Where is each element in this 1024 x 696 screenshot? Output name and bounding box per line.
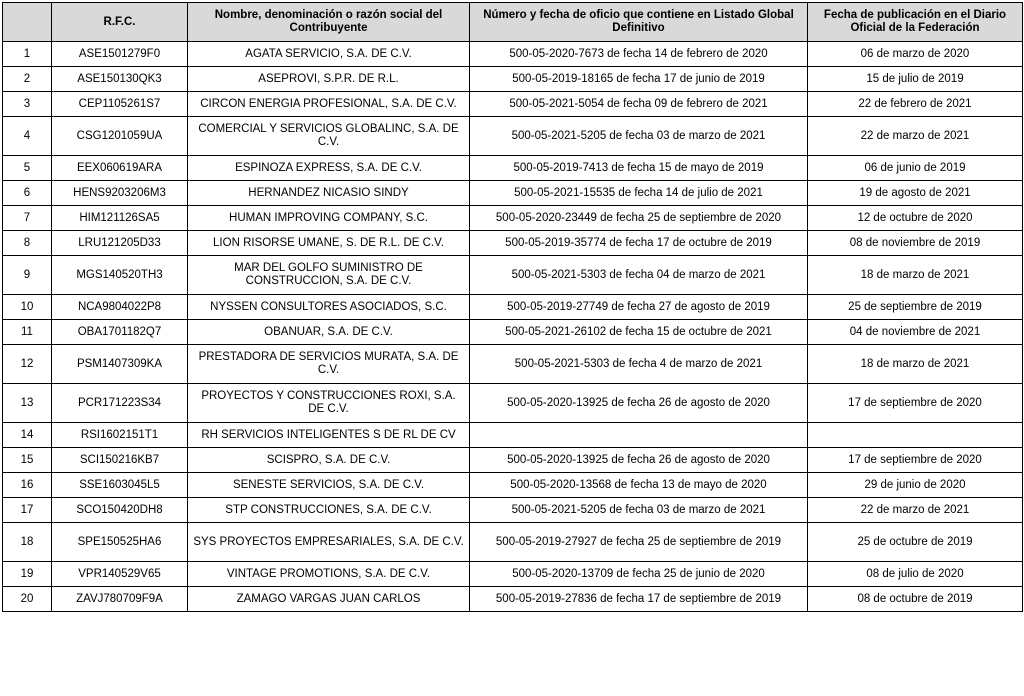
cell-rfc: VPR140529V65 (52, 562, 188, 587)
cell-publication-date: 06 de marzo de 2020 (808, 42, 1023, 67)
cell-index: 15 (3, 448, 52, 473)
table-row (3, 423, 1023, 448)
cell-oficio: 500-05-2021-5054 de fecha 09 de febrero de 2021 (470, 92, 808, 117)
cell-publication-date: 12 de octubre de 2020 (808, 206, 1023, 231)
cell-name: STP CONSTRUCCIONES, S.A. DE C.V. (188, 498, 470, 523)
cell-name: HUMAN IMPROVING COMPANY, S.C. (188, 206, 470, 231)
cell-oficio: 500-05-2019-35774 de fecha 17 de octubre de 2019 (470, 231, 808, 256)
cell-index: 4 (3, 117, 52, 156)
cell-index: 20 (3, 587, 52, 612)
table-body (3, 42, 1023, 612)
cell-name: MAR DEL GOLFO SUMINISTRO DE CONSTRUCCION, S.A. DE C.V. (188, 256, 470, 295)
cell-oficio (470, 423, 808, 448)
cell-name: PRESTADORA DE SERVICIOS MURATA, S.A. DE C.V. (188, 345, 470, 384)
cell-name: PROYECTOS Y CONSTRUCCIONES ROXI, S.A. DE C.V. (188, 384, 470, 423)
cell-name: NYSSEN CONSULTORES ASOCIADOS, S.C. (188, 295, 470, 320)
cell-oficio: 500-05-2020-23449 de fecha 25 de septiembre de 2020 (470, 206, 808, 231)
cell-index: 1 (3, 42, 52, 67)
cell-rfc: LRU121205D33 (52, 231, 188, 256)
cell-oficio: 500-05-2019-27836 de fecha 17 de septiembre de 2019 (470, 587, 808, 612)
taxpayer-table (2, 2, 1023, 612)
cell-name: ESPINOZA EXPRESS, S.A. DE C.V. (188, 156, 470, 181)
cell-index: 10 (3, 295, 52, 320)
cell-rfc: CSG1201059UA (52, 117, 188, 156)
cell-rfc: SSE1603045L5 (52, 473, 188, 498)
cell-index: 13 (3, 384, 52, 423)
cell-index: 11 (3, 320, 52, 345)
table-row (3, 473, 1023, 498)
cell-rfc: ASE1501279F0 (52, 42, 188, 67)
cell-name: ZAMAGO VARGAS JUAN CARLOS (188, 587, 470, 612)
table-row (3, 42, 1023, 67)
table-row (3, 320, 1023, 345)
cell-index: 14 (3, 423, 52, 448)
table-row (3, 587, 1023, 612)
cell-name: SYS PROYECTOS EMPRESARIALES, S.A. DE C.V. (188, 523, 470, 562)
cell-name: SENESTE SERVICIOS, S.A. DE C.V. (188, 473, 470, 498)
cell-index: 3 (3, 92, 52, 117)
cell-rfc: EEX060619ARA (52, 156, 188, 181)
cell-publication-date: 15 de julio de 2019 (808, 67, 1023, 92)
cell-oficio: 500-05-2021-5303 de fecha 4 de marzo de 2021 (470, 345, 808, 384)
cell-name: LION RISORSE UMANE, S. DE R.L. DE C.V. (188, 231, 470, 256)
cell-index: 7 (3, 206, 52, 231)
cell-publication-date: 18 de marzo de 2021 (808, 256, 1023, 295)
cell-index: 12 (3, 345, 52, 384)
header-name: Nombre, denominación o razón social del Contribuyente (188, 3, 470, 42)
cell-publication-date: 04 de noviembre de 2021 (808, 320, 1023, 345)
table-row (3, 92, 1023, 117)
cell-oficio: 500-05-2019-7413 de fecha 15 de mayo de 2019 (470, 156, 808, 181)
table-row (3, 498, 1023, 523)
header-index (3, 3, 52, 42)
cell-publication-date: 17 de septiembre de 2020 (808, 384, 1023, 423)
table-row (3, 256, 1023, 295)
table-row (3, 231, 1023, 256)
table-row (3, 562, 1023, 587)
cell-index: 19 (3, 562, 52, 587)
cell-name: AGATA SERVICIO, S.A. DE C.V. (188, 42, 470, 67)
cell-oficio: 500-05-2020-7673 de fecha 14 de febrero de 2020 (470, 42, 808, 67)
cell-publication-date: 25 de septiembre de 2019 (808, 295, 1023, 320)
cell-name: OBANUAR, S.A. DE C.V. (188, 320, 470, 345)
cell-name: HERNANDEZ NICASIO SINDY (188, 181, 470, 206)
cell-rfc: NCA9804022P8 (52, 295, 188, 320)
cell-oficio: 500-05-2021-5205 de fecha 03 de marzo de 2021 (470, 117, 808, 156)
cell-publication-date: 08 de noviembre de 2019 (808, 231, 1023, 256)
cell-index: 18 (3, 523, 52, 562)
cell-rfc: ZAVJ780709F9A (52, 587, 188, 612)
cell-rfc: SCI150216KB7 (52, 448, 188, 473)
cell-publication-date: 08 de julio de 2020 (808, 562, 1023, 587)
cell-index: 5 (3, 156, 52, 181)
table-row (3, 206, 1023, 231)
cell-oficio: 500-05-2020-13568 de fecha 13 de mayo de 2020 (470, 473, 808, 498)
cell-oficio: 500-05-2019-27749 de fecha 27 de agosto de 2019 (470, 295, 808, 320)
cell-oficio: 500-05-2021-26102 de fecha 15 de octubre de 2021 (470, 320, 808, 345)
cell-oficio: 500-05-2021-5303 de fecha 04 de marzo de 2021 (470, 256, 808, 295)
cell-publication-date: 29 de junio de 2020 (808, 473, 1023, 498)
cell-publication-date: 25 de octubre de 2019 (808, 523, 1023, 562)
cell-oficio: 500-05-2019-18165 de fecha 17 de junio de 2019 (470, 67, 808, 92)
cell-rfc: MGS140520TH3 (52, 256, 188, 295)
cell-publication-date: 18 de marzo de 2021 (808, 345, 1023, 384)
header-rfc: R.F.C. (52, 3, 188, 42)
table-row (3, 384, 1023, 423)
table-header-row (3, 3, 1023, 42)
cell-publication-date (808, 423, 1023, 448)
cell-rfc: PSM1407309KA (52, 345, 188, 384)
table-row (3, 295, 1023, 320)
cell-oficio: 500-05-2021-5205 de fecha 03 de marzo de 2021 (470, 498, 808, 523)
cell-rfc: SCO150420DH8 (52, 498, 188, 523)
table-row (3, 181, 1023, 206)
cell-rfc: CEP1105261S7 (52, 92, 188, 117)
cell-publication-date: 19 de agosto de 2021 (808, 181, 1023, 206)
cell-publication-date: 22 de marzo de 2021 (808, 498, 1023, 523)
cell-oficio: 500-05-2021-15535 de fecha 14 de julio de 2021 (470, 181, 808, 206)
header-oficio: Número y fecha de oficio que contiene en Listado Global Definitivo (470, 3, 808, 42)
cell-name: SCISPRO, S.A. DE C.V. (188, 448, 470, 473)
cell-name: ASEPROVI, S.P.R. DE R.L. (188, 67, 470, 92)
cell-rfc: SPE150525HA6 (52, 523, 188, 562)
cell-oficio: 500-05-2020-13925 de fecha 26 de agosto de 2020 (470, 448, 808, 473)
cell-rfc: ASE150130QK3 (52, 67, 188, 92)
cell-index: 8 (3, 231, 52, 256)
table-row (3, 156, 1023, 181)
cell-publication-date: 06 de junio de 2019 (808, 156, 1023, 181)
cell-index: 2 (3, 67, 52, 92)
cell-name: VINTAGE PROMOTIONS, S.A. DE C.V. (188, 562, 470, 587)
table-row (3, 448, 1023, 473)
cell-publication-date: 22 de marzo de 2021 (808, 117, 1023, 156)
cell-index: 9 (3, 256, 52, 295)
cell-oficio: 500-05-2020-13709 de fecha 25 de junio de 2020 (470, 562, 808, 587)
cell-index: 16 (3, 473, 52, 498)
cell-publication-date: 08 de octubre de 2019 (808, 587, 1023, 612)
cell-rfc: OBA1701182Q7 (52, 320, 188, 345)
table-row (3, 67, 1023, 92)
cell-rfc: HENS9203206M3 (52, 181, 188, 206)
cell-publication-date: 17 de septiembre de 2020 (808, 448, 1023, 473)
cell-oficio: 500-05-2020-13925 de fecha 26 de agosto de 2020 (470, 384, 808, 423)
header-publication-date: Fecha de publicación en el Diario Oficial de la Federación (808, 3, 1023, 42)
cell-name: RH SERVICIOS INTELIGENTES S DE RL DE CV (188, 423, 470, 448)
cell-name: COMERCIAL Y SERVICIOS GLOBALINC, S.A. DE C.V. (188, 117, 470, 156)
cell-rfc: PCR171223S34 (52, 384, 188, 423)
table-row (3, 345, 1023, 384)
cell-oficio: 500-05-2019-27927 de fecha 25 de septiembre de 2019 (470, 523, 808, 562)
cell-rfc: HIM121126SA5 (52, 206, 188, 231)
cell-index: 6 (3, 181, 52, 206)
cell-rfc: RSI1602151T1 (52, 423, 188, 448)
table-row (3, 523, 1023, 562)
cell-index: 17 (3, 498, 52, 523)
table-row (3, 117, 1023, 156)
cell-name: CIRCON ENERGIA PROFESIONAL, S.A. DE C.V. (188, 92, 470, 117)
cell-publication-date: 22 de febrero de 2021 (808, 92, 1023, 117)
